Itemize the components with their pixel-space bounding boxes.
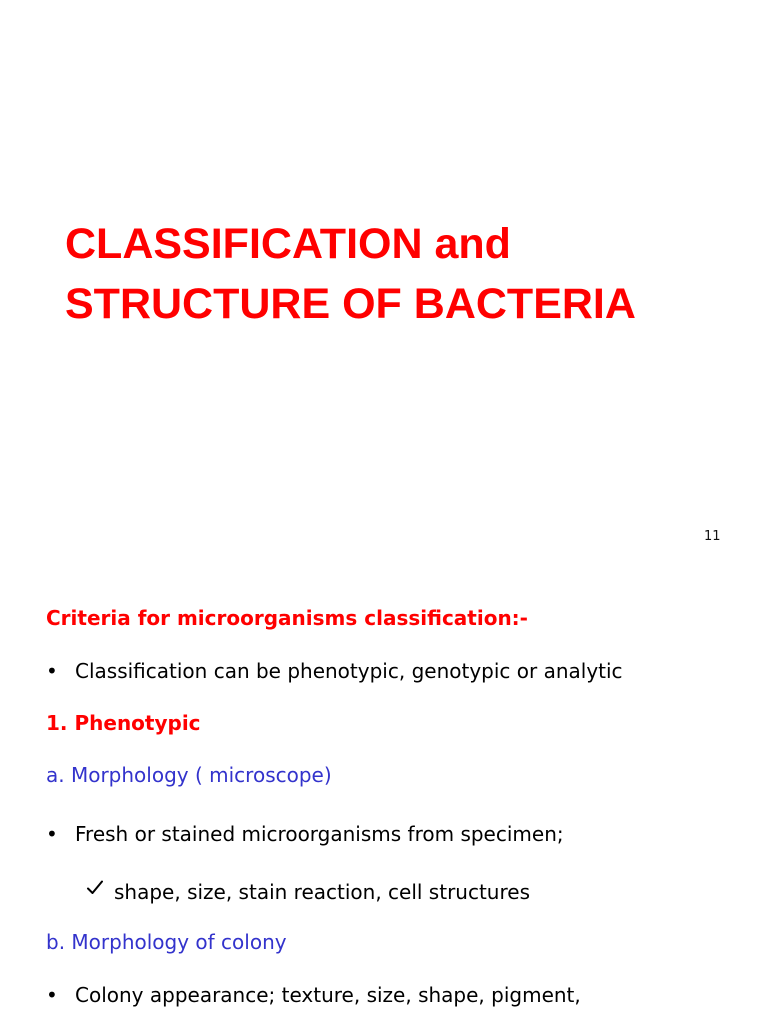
bullet-fresh-stained-text: Fresh or stained microorganisms from specimen; bbox=[75, 822, 564, 846]
bullet-dot-icon: • bbox=[46, 983, 58, 1007]
subheading-morphology-colony: b. Morphology of colony bbox=[46, 930, 287, 954]
subheading-morphology-microscope: a. Morphology ( microscope) bbox=[46, 763, 332, 787]
check-item-shape-size-text: shape, size, stain reaction, cell structures bbox=[114, 880, 530, 904]
page-number: 11 bbox=[704, 529, 721, 544]
section-phenotypic-heading: 1. Phenotypic bbox=[46, 711, 201, 735]
slide-title-line-2: STRUCTURE OF BACTERIA bbox=[65, 280, 636, 328]
checkmark-icon bbox=[86, 879, 104, 897]
slide-title bbox=[65, 214, 755, 334]
bullet-classification-text: Classification can be phenotypic, genotypic or analytic bbox=[75, 659, 623, 683]
criteria-heading: Criteria for microorganisms classification:- bbox=[46, 606, 528, 630]
bullet-colony-appearance-text: Colony appearance; texture, size, shape, pigment, bbox=[75, 983, 581, 1007]
slide-title-line-1: CLASSIFICATION and bbox=[65, 220, 511, 268]
bullet-dot-icon: • bbox=[46, 822, 58, 846]
bullet-dot-icon: • bbox=[46, 659, 58, 683]
